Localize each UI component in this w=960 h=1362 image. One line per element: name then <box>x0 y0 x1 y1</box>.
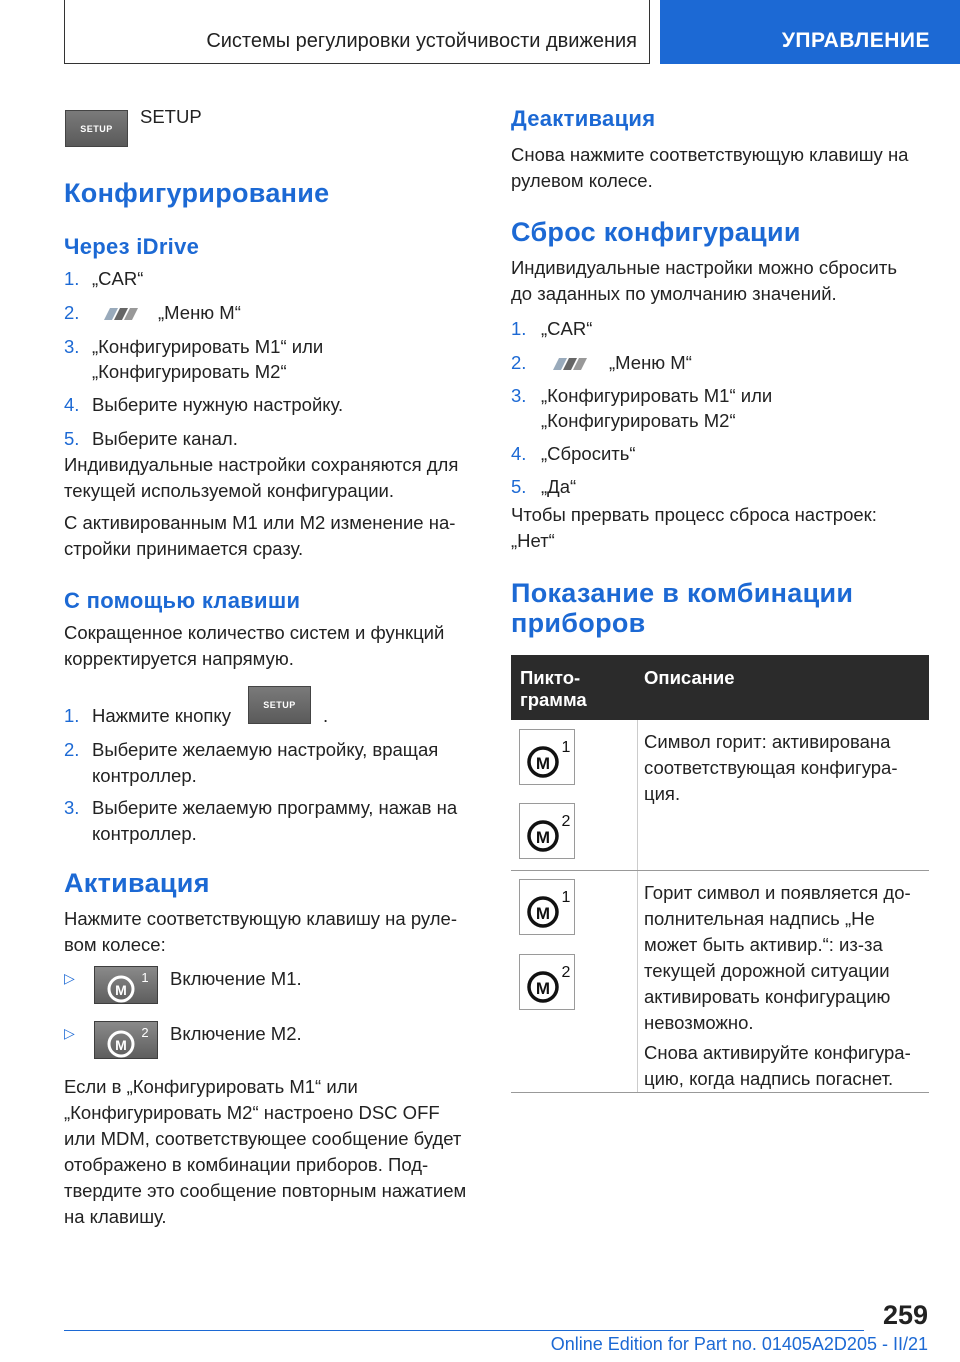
bullet-item <box>64 1021 480 1061</box>
paragraph-abort-line1: Чтобы прервать процесс сброса настроек: <box>511 504 877 525</box>
heading-reset: Сброс конфигурации <box>511 217 801 247</box>
bullet-text: Включение M1. <box>170 968 302 989</box>
table-header <box>511 655 929 720</box>
step-number: 3. <box>64 797 80 818</box>
list-item <box>64 392 480 418</box>
heading-with-key: С помощью клавиши <box>64 588 301 613</box>
svg-text:2: 2 <box>561 964 571 981</box>
list-item <box>511 441 929 467</box>
step-number: 2. <box>64 302 80 323</box>
step-number: 2. <box>511 352 527 373</box>
list-item <box>64 795 480 847</box>
row2-description-line3: может быть активир.“: из-за <box>644 934 883 955</box>
chapter-tab[interactable] <box>660 0 960 64</box>
paragraph-dsc-line1: Если в „Конфигурировать M1“ или <box>64 1076 358 1097</box>
step-number: 3. <box>64 336 80 357</box>
setup-button-image <box>65 110 128 147</box>
step-text: „Меню M“ <box>158 302 241 323</box>
row2-description-line4: текущей дорожной ситуации <box>644 960 890 981</box>
step-text: „Конфигурировать M2“ <box>92 361 287 382</box>
bullet-text: Включение M2. <box>170 1023 302 1044</box>
step-number: 1. <box>64 705 80 726</box>
list-item <box>64 737 480 789</box>
step-text: „Меню M“ <box>609 352 692 373</box>
chapter-tab-label: УПРАВЛЕНИЕ <box>781 29 930 52</box>
step-suffix: . <box>323 705 329 726</box>
step-number: 4. <box>64 394 80 415</box>
heading-cluster-line1: Показание в комбинации <box>511 578 854 608</box>
m2-key-icon <box>94 1021 158 1059</box>
step-text: Выберите желаемую программу, нажав на <box>92 797 458 818</box>
bullet-triangle-icon: ▷ <box>64 970 75 986</box>
header-frame <box>64 0 650 64</box>
heading-via-idrive: Через iDrive <box>64 234 200 259</box>
step-number: 5. <box>511 476 527 497</box>
step-text: „Конфигурировать M1“ или <box>541 385 773 406</box>
table-bottom-border <box>511 1092 929 1093</box>
svg-text:M: M <box>535 979 551 998</box>
list-item-continued <box>64 359 480 385</box>
step-text: Выберите желаемую настройку, вращая <box>92 739 439 760</box>
svg-text:2: 2 <box>561 813 571 830</box>
step-number: 1. <box>64 268 80 289</box>
section-title: Системы регулировки устойчивости движения <box>206 30 637 52</box>
setup-button-image-inline-label: SETUP <box>263 700 296 710</box>
setup-button-image-inline <box>248 686 311 724</box>
step-number: 3. <box>511 385 527 406</box>
row1-description-line1: Символ горит: активирована <box>644 731 891 752</box>
idrive-steps-list <box>64 266 480 456</box>
svg-text:2: 2 <box>141 1025 149 1040</box>
step-number: 4. <box>511 443 527 464</box>
row2-description-line1: Горит символ и появляется до- <box>644 882 911 903</box>
paragraph-active-line1: С активированным M1 или M2 изменение на- <box>64 512 456 533</box>
paragraph-reset-line1: Индивидуальные настройки можно сбросить <box>511 257 897 278</box>
row1-description-line3: ция. <box>644 783 681 804</box>
svg-text:1: 1 <box>561 889 571 906</box>
paragraph-key-line1: Сокращенное количество систем и функций <box>64 622 445 643</box>
paragraph-dsc-line5: твердите это сообщение повторным нажатием <box>64 1180 467 1201</box>
row2-description-line2: полнительная надпись „Не <box>644 908 875 929</box>
table-row-divider <box>511 870 929 871</box>
paragraph-active-line2: стройки принимается сразу. <box>64 538 304 559</box>
step-text: Выберите нужную настройку. <box>92 394 344 415</box>
page-number: 259 <box>882 1300 928 1330</box>
paragraph-saved-line2: текущей используемой конфигурации. <box>64 480 395 501</box>
bullet-item <box>64 966 480 1006</box>
paragraph-deactivation-line2: рулевом колесе. <box>511 170 653 191</box>
m2-icon <box>519 803 575 859</box>
heading-deactivation: Деактивация <box>511 106 656 131</box>
list-item-continued <box>511 408 929 434</box>
setup-caption: SETUP <box>140 106 202 127</box>
step-number: 2. <box>64 739 80 760</box>
svg-text:M: M <box>115 1037 127 1053</box>
step-text: „Конфигурировать M1“ или <box>92 336 324 357</box>
step-number: 1. <box>511 318 527 339</box>
list-item <box>511 474 929 500</box>
step-text: „CAR“ <box>92 268 144 289</box>
paragraph-key-line2: корректируется напрямую. <box>64 648 294 669</box>
step-text-continued: контроллер. <box>92 823 197 844</box>
step-text: „Конфигурировать M2“ <box>541 410 736 431</box>
step-text: „Да“ <box>541 476 577 497</box>
step-text: „CAR“ <box>541 318 593 339</box>
step-text: „Сбросить“ <box>541 443 636 464</box>
paragraph-deactivation-line1: Снова нажмите соответствующую клавишу на <box>511 144 909 165</box>
row2-description-line5: активировать конфигурацию <box>644 986 891 1007</box>
footer-divider <box>64 1330 864 1331</box>
list-item <box>511 316 929 342</box>
svg-text:M: M <box>535 754 551 773</box>
paragraph-abort-line2: „Нет“ <box>511 530 555 551</box>
m-stripes-icon <box>98 306 150 322</box>
svg-text:1: 1 <box>141 970 149 985</box>
svg-text:M: M <box>535 904 551 923</box>
heading-configuration: Конфигурирование <box>64 178 330 208</box>
paragraph-dsc-line2: „Конфигурировать M2“ настроено DSC OFF <box>64 1102 440 1123</box>
paragraph-dsc-line4: отображено в комбинации приборов. Под- <box>64 1154 429 1175</box>
row2-description-line6: невозможно. <box>644 1012 754 1033</box>
svg-text:M: M <box>115 982 127 998</box>
list-item <box>64 300 480 326</box>
row1-description-line2: соответствующая конфигура- <box>644 757 898 778</box>
bullet-triangle-icon: ▷ <box>64 1025 75 1041</box>
row2-note-line2: цию, когда надпись погаснет. <box>644 1068 894 1089</box>
paragraph-activation-line1: Нажмите соответствующую клавишу на руле- <box>64 908 457 929</box>
table-header-pictogram-line2: грамма <box>520 689 587 710</box>
step-text: Выберите канал. <box>92 428 238 449</box>
paragraph-dsc-line6: на клавишу. <box>64 1206 167 1227</box>
paragraph-activation-line2: вом колесе: <box>64 934 166 955</box>
step-text: Нажмите кнопку <box>92 705 231 726</box>
list-item <box>64 334 480 360</box>
reset-steps-list <box>511 316 929 506</box>
heading-activation: Активация <box>64 868 210 898</box>
step-text-continued: контроллер. <box>92 765 197 786</box>
setup-button-image-label: SETUP <box>80 123 113 134</box>
step-number: 5. <box>64 428 80 449</box>
m1-icon <box>519 879 575 935</box>
table-column-divider <box>637 720 638 1092</box>
m1-icon <box>519 729 575 785</box>
paragraph-saved-line1: Индивидуальные настройки сохраняются для <box>64 454 459 475</box>
list-item <box>64 266 480 292</box>
m2-icon <box>519 954 575 1010</box>
m-stripes-icon <box>547 356 599 372</box>
svg-text:1: 1 <box>561 739 571 756</box>
footer-edition: Online Edition for Part no. 01405A2D205 - II/21 <box>550 1334 928 1354</box>
table-header-description: Описание <box>644 667 735 688</box>
heading-cluster-line2: приборов <box>511 608 646 638</box>
paragraph-dsc-line3: или MDM, соответствующее сообщение будет <box>64 1128 462 1149</box>
svg-text:M: M <box>535 828 551 847</box>
paragraph-reset-line2: до заданных по умолчанию значений. <box>511 283 837 304</box>
row2-note-line1: Снова активируйте конфигура- <box>644 1042 911 1063</box>
list-item <box>64 426 480 452</box>
list-item <box>511 383 929 409</box>
table-header-pictogram-line1: Пикто- <box>520 667 581 688</box>
m1-key-icon <box>94 966 158 1004</box>
list-item <box>511 350 929 376</box>
